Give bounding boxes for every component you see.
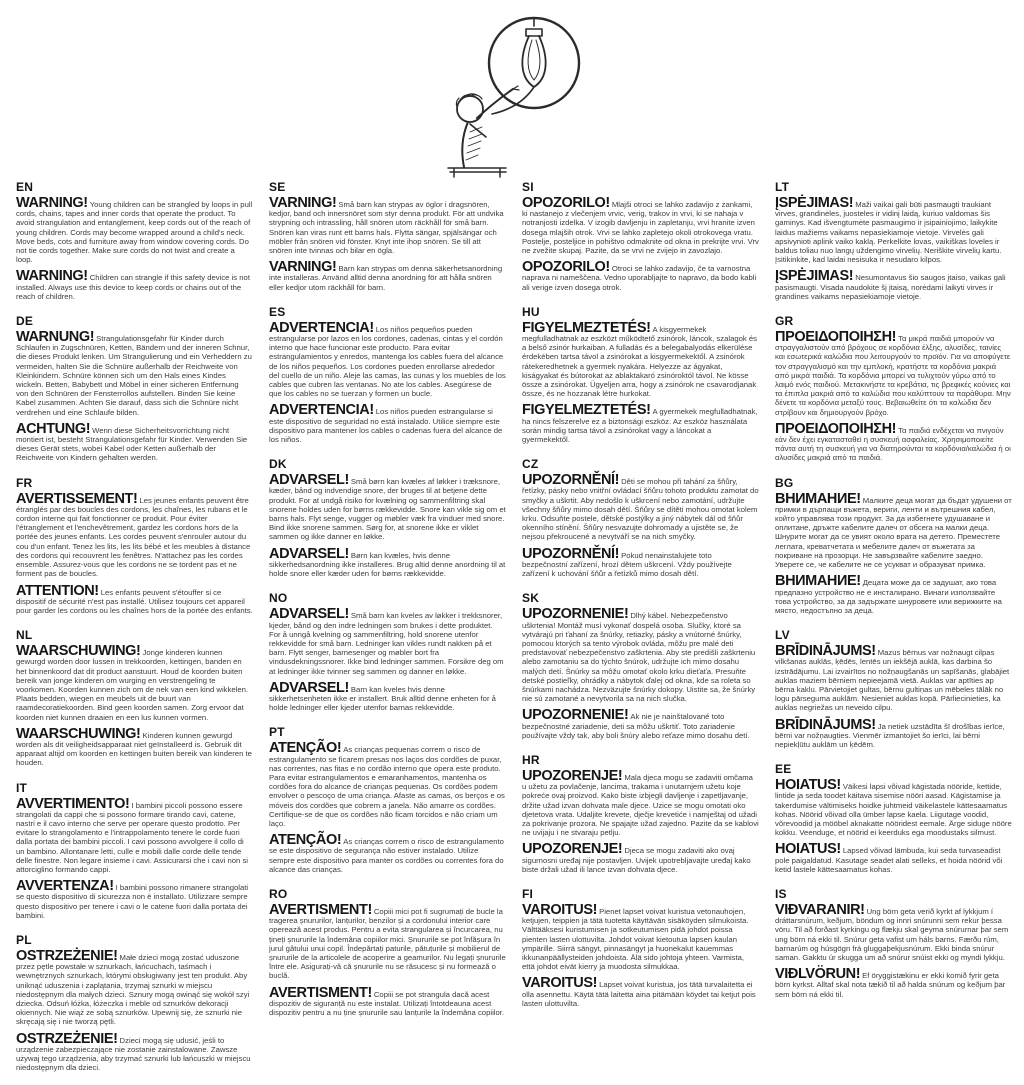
warning-title: AVVERTENZA! xyxy=(16,878,114,895)
warning-title: UPOZORNĚNÍ! xyxy=(522,545,620,562)
language-code: PT xyxy=(269,725,285,740)
warning-title: AVERTISMENT! xyxy=(269,984,372,1001)
warning-title: WARNUNG! xyxy=(16,329,95,346)
warning-body: Lapset voivat kuristua, jos tätä turvalaitetta ei olla asennettu. Käytä tätä laitetta aina pitämään köydet tai ketjut pois lasten ulottuvilta. xyxy=(522,980,756,1008)
language-section-si xyxy=(522,180,759,292)
warning-paragraph xyxy=(16,420,253,463)
warning-body: Otroci se lahko zadavijo, če ta varnostna naprava ni nameščena. Vedno uporabljajte to napravo, da bodo kabli ali verige izven dosega otrok. xyxy=(522,264,757,292)
warning-body: Djeca se mogu zadaviti ako ovaj sigurnosni uređaj nije postavljen. Uvijek upotrebljavajte uređaj kako biste držali užad ili lance izvan dohvata djece. xyxy=(522,846,751,874)
warning-body: Mala djeca mogu se zadaviti omčama u užetu za povlačenje, lancima, trakama i unutarnjem užetu koje pokreće ovaj proizvod. Kako biste izbjegli davljenje i zapetljavanje, držite užad izvan dohvata male djece. Uzice se mogu omotati oko djetetova vrata. Udaljite krevete, dječje krevetiće i namještaj od užadi za pokrivanje prozora. Ne spajajte užad zajedno. Pazite da se kablovi ne uvijaju i ne stvaraju petlju. xyxy=(522,772,759,838)
warning-body: Ja netiek uzstādīta šī drošības ierīce, bērni var nožņaugties. Vienmēr izmantojiet šo ierīci, lai bērni nepiekļūtu auklām un ķēdēm. xyxy=(775,721,1005,749)
warning-paragraph xyxy=(775,841,1012,874)
language-code: HR xyxy=(522,752,540,767)
language-section-is xyxy=(775,887,1012,999)
warning-paragraph xyxy=(269,740,506,828)
child-strangulation-hazard-illustration xyxy=(420,10,590,180)
warning-title: VAROITUS! xyxy=(522,975,598,992)
warning-title: UPOZORNENIE! xyxy=(522,707,629,724)
warning-title: ADVARSEL! xyxy=(269,679,349,696)
warning-paragraph xyxy=(522,901,759,972)
language-section-lv xyxy=(775,628,1012,749)
warning-paragraph xyxy=(269,832,506,874)
language-section-ro xyxy=(269,887,506,1017)
warning-paragraph xyxy=(775,195,1012,265)
warning-title: ADVARSEL! xyxy=(269,606,349,623)
warning-body: Ung börn geta verið kyrkt af lykkjum í dráttarsnúrum, keðjum, böndum og innri snúrunni sem rekur þessa vöru. Til að forðast kyrkingu og flækju skal geyma snúrurnar þar sem ung börn ná ekki til. Snúrur geta vafist um háls barns. Færðu rúm, barnarúm og húsgögn frá gluggaþekjusnúrum. Ekki binda snúrur saman. Gakktu úr skugga um að snúrur snúist ekki og myndi lykkju. xyxy=(775,906,1009,962)
warning-body: As crianças pequenas correm o risco de estrangulamento se ficarem presas nos laços dos cordões de puxar, nas correntes, nas fitas e no cordão interno que opera este produto. Para evitar estrangulamentos e emaranhamentos, mantenha os cordões fora do alcance de crianças pequenas. Os cordões podem envolver o pescoço de uma criança. Afaste as camas, os berços e os móveis dos cordões que cobrem a janela. Não amarre os cordões. Certifique-se de que os cordões não ficam torcidos e não criam um laço. xyxy=(269,745,505,828)
column-1 xyxy=(16,180,253,1085)
language-code: FR xyxy=(16,475,33,490)
cord-mount xyxy=(526,18,542,36)
warning-title: ATENÇÃO! xyxy=(269,832,342,849)
language-code: CZ xyxy=(522,457,539,472)
language-section-pl xyxy=(16,933,253,1072)
warning-paragraph xyxy=(775,966,1012,999)
warning-title: ATTENTION! xyxy=(16,582,99,599)
language-section-dk xyxy=(269,457,506,578)
warning-paragraph xyxy=(522,545,759,579)
warning-paragraph xyxy=(522,606,759,704)
warning-paragraph xyxy=(269,545,506,579)
warning-paragraph xyxy=(269,679,506,713)
warning-title: OPOZORILO! xyxy=(522,195,610,211)
warning-body: A kisgyermekek megfulladhatnak az eszközt működtető zsinórok, láncok, szalagok és a belső zsinór hurkaiban. A fulladás és a belegabalyodás elkerülése érdekében tartsa távol a zsinórokat a kisgyermekektől. A zsinórok rátekeredhetnek a gyermek nyakára. Helyezze az ágyakat, kiságyakat és bútorokat az ablaktakaró zsinóroktól távol. Ne kösse össze a zsinórokat. Ügyeljen arra, hogy a zsinórok ne csavarodjanak össze, és ne hozzanak létre hurkokat. xyxy=(522,324,758,399)
warning-paragraph xyxy=(269,319,506,399)
warning-paragraph xyxy=(775,490,1012,570)
language-code: EN xyxy=(16,180,34,194)
warning-paragraph xyxy=(16,195,253,265)
language-code: NO xyxy=(269,591,288,606)
language-code: NL xyxy=(16,628,33,643)
warning-body: Dlhý kábel. Nebezpečenstvo uškrtenia! Montáž musí vykonať dospelá osoba. Slučky, ktoré sa vytvárajú pri ťahaní za šnúrky, retiazky, pásky a vnútorné šnúrky, pomocou ktorých sa tento výrobok ovláda, môžu pre malé deti predstavovať nebezpečenstvo zaškrtenia. Aby ste predišli zaškrteniu alebo zamotaniu sa do týchto šnúrok, udržujte ich mimo dosahu malých detí. Šnúrky sa môžu omotať okolo krku dieťaťa. Presuňte detské postieľky, ohrádky a nábytok ďalej od okna, kde sa roleta so šnúrkami nachádza. Nezväzujte šnúrky dokopy. Uistite sa, že šnúrky nie sú zamotané a nevytvorila sa na nich slučka. xyxy=(522,611,756,704)
warning-paragraph xyxy=(775,643,1012,713)
warning-title: OPOZORILO! xyxy=(522,259,610,276)
warning-title: AVVERTIMENTO! xyxy=(16,795,130,812)
warning-body: Barn kan strypas om denna säkerhetsanordning inte installeras. Använd alltid denna anordning för att hålla snören eller kedjor utom räckhåll för barn. xyxy=(269,264,503,292)
warning-title: ĮSPĖJIMAS! xyxy=(775,195,854,211)
warning-paragraph xyxy=(16,1030,253,1073)
warning-paragraph xyxy=(16,329,253,417)
warning-body: Copiii se pot strangula dacă acest dispozitiv de siguranță nu este instalat. Utilizați întotdeauna acest dispozitiv pentru a nu ține șnururile sau lanțurile la îndemâna copiilor. xyxy=(269,989,505,1017)
language-code: DK xyxy=(269,457,287,472)
warning-paragraph xyxy=(16,490,253,579)
warning-title: WAARSCHUWING! xyxy=(16,643,141,660)
warning-body: Barn kan kveles hvis denne sikkerhetsenheten ikke er installert. Bruk alltid denne enheten for å holde ledninger eller kjeder utenfor barnas rekkevidde. xyxy=(269,684,496,713)
warning-paragraph xyxy=(522,767,759,838)
language-code: SI xyxy=(522,180,534,194)
warning-body: Copiii mici pot fi sugrumați de bucle la tragerea șnururilor, lanțurilor, benzilor și a cordonului interior care operează acest produs. Pentru a evita strangularea și încurcarea, nu țineți șnururile la îndemâna copiilor mici. Șnururile se pot înfășura în jurul gâtului unui copil. Îndepărtați paturile, pătuțurile și mobilierul de șnururile de la articolele de acoperire a geamurilor. Nu legați șnururile între ele. Asigurați-vă că șnururile nu se răsucesc și nu formează o buclă. xyxy=(269,906,506,981)
warning-body: Děti se mohou při tahání za šňůry, řetízky, pásky nebo vnitřní ovládací šňůru tohoto produktu zamotat do smyčky a uškrtit. Aby nedošlo k uškrcení nebo zamotání, udržujte všechny šňůry mimo dosah dětí. Šňůry se dítěti mohou omotat kolem krku. Odsuňte postele, dětské postýlky a jiný nábytek dál od šňůr okenního stínění. Šňůry nesvazujte dohromady a ujistěte se, že nejsou překroucené a nevytváří se na nich smyčky. xyxy=(522,477,759,542)
warning-body: Jonge kinderen kunnen gewurgd worden door lussen in trekkoorden, kettingen, banden en het binnenkoord dat dit product aanstuurt. Houd de koorden buiten bereik van jonge kinderen om wurging en verstrengeling te voorkomen. Koorden kunnen zich om de nek van een kind wikkelen. Plaats bedden, wiegen en meubels uit de buurt van raamdecoratiekoorden. Bind geen koorden samen. Zorg ervoor dat koorden niet kunnen draaien en een lus kunnen vormen. xyxy=(16,648,249,722)
language-section-bg xyxy=(775,476,1012,615)
warning-body: I bambini piccoli possono essere strangolati da cappi che si possono formare tirando cavi, catene, nastri e il cavo interno che serve per operare questo prodotto. Per evitare lo strangolamento e l'intrappolamento tenere le corde fuori dalla portata dei bambini piccoli. I cavi possono avvolgere il collo di un bambino. Allontanare letti, culle e mobili dalle corde delle tende delle finestre. Non legare insieme i cavi. Assicurarsi che i cavi non si attorciglino formando cappi. xyxy=(16,800,249,874)
warning-title: ВНИМАНИЕ! xyxy=(775,573,861,590)
language-section-pt xyxy=(269,725,506,874)
stool xyxy=(448,168,506,177)
warning-body: Strangulationsgefahr für Kinder durch Schlaufen in Zugschnüren, Ketten, Bändern und der inneren Schnur, die dieses Produkt lenken. Um Strangulierung und ein Verheddern zu vermeiden, halten Sie die Schnüre außerhalb der Reichweite von Kleinkindern. Schnüre können sich um den Hals eines Kindes wickeln. Betten, Babybett und Möbel in einer sicheren Entfernung von den Schnüren der Fensterrollos aufstellen. Binden Sie keine Kabel zusammen. Achten Sie darauf, dass sich die Schnüre nicht verdrehen und eine Schlaufe bilden. xyxy=(16,334,252,417)
language-section-cz xyxy=(522,457,759,578)
warning-paragraph xyxy=(522,195,759,256)
warning-paragraph xyxy=(269,259,506,292)
warning-body: As crianças correm o risco de estrangulamento se este dispositivo de segurança não estiver instalado. Utilize sempre este dispositivo para manter os cordões ou correntes fora do alcance das crianças. xyxy=(269,837,504,874)
language-code: IS xyxy=(775,886,787,901)
language-section-fr xyxy=(16,476,253,615)
warning-paragraph xyxy=(775,777,1012,838)
language-section-en xyxy=(16,180,253,301)
warning-paragraph xyxy=(522,472,759,542)
warning-paragraph xyxy=(775,420,1012,463)
warning-title: AVERTISMENT! xyxy=(269,901,372,918)
warning-body: Kinderen kunnen gewurgd worden als dit veiligheidsapparaat niet geïnstalleerd is. Gebruik dit apparaat altijd om koorden en kettingen buiten bereik van kinderen te houden. xyxy=(16,730,252,768)
warning-body: Τα μικρά παιδιά μπορούν να στραγγαλιστούν από βρόχους σε κορδόνια έλξης, αλυσίδες, ταινίες και εσωτερικά καλώδια που λειτουργούν το προϊόν. Για να αποφύγετε τον στραγγαλισμό και την εμπλοκή, κρατήστε τα κορδόνια μακριά από μικρά παιδιά. Τα κορδόνια μπορεί να τυλιχτούν γύρω από το λαιμό ενός παιδιού. Μετακινήστε τα κρεβάτια, τις βρεφικές κούνιες και τα έπιπλα μακριά από τα καλώδια που καλύπτουν τα παράθυρα. Μην δένετε τα κορδόνια μεταξύ τους. Βεβαιωθείτε ότι τα καλώδια δεν στρίβουν και δημιουργούν βρόχο. xyxy=(775,334,1011,417)
warning-body: Małe dzieci mogą zostać uduszone przez pętle powstałe w sznurkach, łańcuchach, taśmach i wewnętrznych sznurkach, którymi obsługiwany jest ten produkt. Aby uniknąć uduszenia i zaplątania, trzymaj sznurki w miejscu niedostępnym dla małych dzieci. Sznury mogą owinąć się wokół szyi dziecka. Odsuń łóżka, łóżeczka i meble od sznurków dekoracji okiennych. Nie wiąż ze sobą sznurków. Upewnij się, że sznurki nie skręcają się i nie tworzą pętli. xyxy=(16,952,250,1027)
warning-paragraph xyxy=(775,901,1012,962)
warning-title: ADVERTENCIA! xyxy=(269,402,374,419)
warning-paragraph xyxy=(522,402,759,445)
warning-paragraph xyxy=(775,268,1012,301)
warning-title: VAROITUS! xyxy=(522,901,598,918)
warning-body: Väikesi lapsi võivad kägistada nööride, kettide, lintide ja seda toodet käitava sisemise nööri aasad. Kägistamise ja takerdumise vältimiseks hoidke juhtmeid väikelastele kättesaamatus kohas. Nöörid võivad olla ümber lapse kaela. Liigutage voodid, võrevoodid ja mööbel aknakatte nööridest eemale. Ärge siduge nööre kokku. Veenduge, et nöörid ei keerduks ega moodustaks silmust. xyxy=(775,782,1012,838)
column-2 xyxy=(269,180,506,1085)
language-section-fi xyxy=(522,887,759,1008)
warning-paragraph xyxy=(522,975,759,1008)
warning-body: Children can strangle if this safety device is not installed. Always use this device to keep cords or chains out of the reach of children. xyxy=(16,273,250,301)
language-code: FI xyxy=(522,886,534,901)
warning-body: Mazus bērnus var nožnaugt cilpas vilkšanas auklās, ķēdēs, lentēs un iekšējā auklā, kas darbina šo izstrādājumu. Lai izvairītos no nožņaugšanās un sapīšanās, glabājiet auklas maziem bērniem nepieejamā vietā. Auklas var aptīties ap bērna kaklu. Pārvietojiet gultas, bērnu gultiņas un mēbeles tālāk no logu pārseguma auklām. Nesieniet auklas kopā. Pārliecinieties, ka auklas negriežas un neveido cilpu. xyxy=(775,648,1010,713)
warning-paragraph xyxy=(16,947,253,1027)
warning-body: Малките деца могат да бъдат удушени от примки в дърпащи въжета, вериги, ленти и вътрешния кабел, който управлява този продукт. За да избегнете удушаване и оплитане, дръжте кабелите далеч от обсега на малки деца. Шнурите могат да се увият около врата на детето. Преместете леглата, креватчетата и мебелите далеч от въжетата за покриване на прозорци. Не завързвайте кабелите заедно. Уверете се, че кабелите не се усукват и образуват примка. xyxy=(775,495,1012,570)
language-code: BG xyxy=(775,475,794,490)
warning-paragraph xyxy=(775,716,1012,750)
warning-title: AVERTISSEMENT! xyxy=(16,490,138,507)
warning-body: Pokud nenainstalujete toto bezpečnostní zařízení, hrozí dětem uškrcení. Vždy používejte zařízení k uchování šňůr a řetízků mimo dosah dětí. xyxy=(522,550,732,579)
warning-title: VARNING! xyxy=(269,259,337,276)
warning-body: Los niños pueden estrangularse si este dispositivo de seguridad no está instalado. Utilice siempre este dispositivo para mantener los cables o cadenas fuera del alcance de los niños. xyxy=(269,407,503,445)
child-hand xyxy=(513,86,519,90)
warning-paragraph xyxy=(16,582,253,616)
warning-body: Les jeunes enfants peuvent être étranglés par des boucles des cordons, les chaînes, les rubans et le cordon interne qui fait fonctionner ce produit. Pour éviter l'étranglement et l'enchevêtrement, gardez les cordons hors de la portée des jeunes enfants. Les cordes peuvent s'enrouler autour du cou d'un enfant. Tenez les lits, les lits bébé et les meubles à distance des cordons qui recouvrent les fenêtres. N'attachez pas les cordes ensemble. Assurez-vous que les cordons ne se tordent pas et ne forment pas de boucles. xyxy=(16,495,251,579)
warning-title: FIGYELMEZTETÉS! xyxy=(522,402,651,419)
warning-title: VIÐVARANIR! xyxy=(775,901,865,918)
warning-body: Los niños pequeños pueden estrangularse por lazos en los cordones, cadenas, cintas y el cordón interno que hace funcionar este producto. Para evitar estrangulamientos y enredos, mantenga los cables fuera del alcance de los niños pequeños. Los cordones pueden enrollarse alrededor del cuello de un niño. Aleje las camas, las cunas y los muebles de los cables que cubren las ventanas. No ate los cables. Asegúrese de que los cables no se tuerzan y formen un bucle. xyxy=(269,324,506,399)
column-4 xyxy=(775,180,1012,1085)
language-code: IT xyxy=(16,780,28,795)
warning-title: UPOZORENJE! xyxy=(522,767,623,784)
warning-body: Ak nie je nainštalované toto bezpečnostné zariadenie, deti sa môžu uškrtiť. Toto zariadenie používajte vždy tak, aby boli šnúry alebo reťaze mimo dosahu detí. xyxy=(522,712,750,740)
warning-title: WARNING! xyxy=(16,195,88,211)
warning-title: UPOZORNENIE! xyxy=(522,606,629,623)
warning-paragraph xyxy=(269,402,506,445)
warning-body: Young children can be strangled by loops in pull cords, chains, tapes and inner cords that operate the product. To avoid strangulation and entanglement, keep cords out of the reach of young children. Cords may become wrapped around a child's neck. Move beds, cots and furniture away from window covering cords. Do not tie cords together. Make sure cords do not twist and create a loop. xyxy=(16,200,253,265)
warning-title: OSTRZEŻENIE! xyxy=(16,947,118,964)
warning-title: VARNING! xyxy=(269,195,337,211)
warning-paragraph xyxy=(775,329,1012,417)
warning-paragraph xyxy=(269,606,506,676)
warning-title: ĮSPĖJIMAS! xyxy=(775,268,854,285)
warning-body: Ef öryggistækinu er ekki komið fyrir geta börn kyrkst. Alltaf skal nota tækið til að halda snúrum og keðjum þar sem börn ná ekki til. xyxy=(775,971,1006,999)
language-section-gr xyxy=(775,314,1012,463)
warning-title: HOIATUS! xyxy=(775,777,841,794)
warning-title: ΠΡΟΕΙΔΟΠΟΙΗΣΗ! xyxy=(775,329,897,346)
warning-title: UPOZORNĚNÍ! xyxy=(522,472,620,489)
warning-columns xyxy=(16,180,1012,1085)
warning-paragraph xyxy=(775,573,1012,615)
warning-body: Децата може да се задушат, ако това предпазно устройство не е инсталирано. Винаги използвайте това устройство, за да задържате шнуровете или верижките на място, недостъпно за деца. xyxy=(775,578,1002,615)
warning-body: Små barn kan strypas av öglor i dragsnören, kedjor, band och innersnöret som styr denna produkt. För att undvika strypning och intrassling, håll snören utom räckhåll för små barn. Snören kan viras runt ett barns hals. Flytta sängar, spjälsängar och möbler från snören vid fönster. Knyt inte ihop snören. Se till att snören inte tvinnas och bilar en ögla. xyxy=(269,200,504,256)
language-section-nl xyxy=(16,628,253,767)
child-arm-low xyxy=(470,124,486,137)
cord-loop-circle xyxy=(489,18,579,108)
language-section-hu xyxy=(522,305,759,444)
warning-body: I bambini possono rimanere strangolati se questo dispositivo di sicurezza non è installato. Utilizzare sempre questo dispositivo per tenere i cavi o le catene fuori dalla portata dei bambini. xyxy=(16,883,249,920)
warning-title: ATENÇÃO! xyxy=(269,740,342,757)
warning-title: ΠΡΟΕΙΔΟΠΟΙΗΣΗ! xyxy=(775,420,897,437)
warning-body: A gyermekek megfulladhatnak, ha nincs felszerelve ez a biztonsági eszköz. Az eszköz használata során mindig tartsa távol a zsinórokat vagy a láncokat a gyermekektől. xyxy=(522,407,758,445)
warning-paragraph xyxy=(269,472,506,542)
warning-body: Dzieci mogą się udusić, jeśli to urządzenie zabezpieczające nie zostanie zainstalowane. Zawsze używaj tego urządzenia, aby trzymać sznurki lub łańcuszki w miejscu niedostępnym dla dzieci. xyxy=(16,1035,251,1073)
language-code: PL xyxy=(16,932,32,947)
language-section-sk xyxy=(522,591,759,740)
language-section-it xyxy=(16,781,253,920)
warning-title: ADVARSEL! xyxy=(269,472,349,489)
warning-paragraph xyxy=(269,984,506,1018)
column-3 xyxy=(522,180,759,1085)
warning-paragraph xyxy=(522,259,759,292)
warning-body: Små barn kan kveles av løkker i trekksnorer, kjeder, bånd og den indre ledningen som brukes i dette produktet. For å unngå kvelning og sammenfiltring, hold snorene utenfor rekkevidde for små barn. Ledninger kan vikles rundt nakken på et barn. Flytt senger, barnesenger og møbler bort fra vindusdekningssnorer. Ikke bind ledninger sammen. Forsikre deg om at ledninger ikke tvinner seg sammen og danner en løkke. xyxy=(269,611,504,676)
warning-title: VIÐLVÖRUN! xyxy=(775,966,861,983)
language-code: RO xyxy=(269,886,288,901)
language-section-lt xyxy=(775,180,1012,301)
warning-paragraph xyxy=(16,878,253,920)
language-section-hr xyxy=(522,753,759,874)
language-section-ee xyxy=(775,762,1012,874)
warning-body: Mlajši otroci se lahko zadavijo z zankami, ki nastanejo z vlečenjem vrvic, verig, trakov in vrvi, ki se nahaja v notranjosti izdelka. V izogib davljenju in zapletanju, vrvi hranite izven dosega mlajših otrok. Vrvi se lahko zapletejo okoli otrokovega vratu. Postelje, posteljice in pohištvo odmaknite od okna in prekrijte vrvi. Vrv ne zvežite skupaj. Pazite, da se vrvi ne zvijejo in zavozlajo. xyxy=(522,200,759,256)
language-code: LV xyxy=(775,628,790,643)
warning-title: FIGYELMEZTETÉS! xyxy=(522,319,651,336)
language-code: EE xyxy=(775,762,792,777)
warning-body: Pienet lapset voivat kuristua vetonauhojen, ketjujen, teippien ja tätä tuotetta käyttävän sisäköyden silmukoista. Välttääksesi kuristumisen ja sotkeutumisen pidä johdot poissa pienten lasten ulottuvilta. Johdot voivat kietoutua lapsen kaulan ympärille. Siirrä sängyt, pinnasängyt ja huonekalut kauemmas ikkunanpäällysteiden johdoista. Älä sido johtoja yhteen. Varmista, että johdot eivät kierry ja muodosta silmukkaa. xyxy=(522,906,749,972)
warning-body: Børn kan kvæles, hvis denne sikkerhedsanordning ikke installeres. Brug altid denne anordning til at holde snore eller kæder uden for børns rækkevidde. xyxy=(269,550,506,579)
warning-title: ADVERTENCIA! xyxy=(269,319,374,336)
warning-title: ВНИМАНИЕ! xyxy=(775,490,861,507)
language-code: GR xyxy=(775,314,794,329)
language-section-de xyxy=(16,314,253,463)
warning-title: UPOZORENJE! xyxy=(522,841,623,858)
language-code: LT xyxy=(775,180,790,194)
warning-title: BRĪDINĀJUMS! xyxy=(775,716,876,733)
warning-title: BRĪDINĀJUMS! xyxy=(775,643,876,660)
warning-title: WARNING! xyxy=(16,268,88,285)
language-code: HU xyxy=(522,304,540,319)
cord-loop-inner xyxy=(528,40,540,80)
warning-body: Lapsed võivad lämbuda, kui seda turvaseadist pole paigaldatud. Kasutage seadet alati selleks, et hoida nöörid või ketid lastele kättesaamatus kohas. xyxy=(775,846,1003,874)
warning-body: Les enfants peuvent s'étouffer si ce dispositif de sécurité n'est pas installé. Utilisez toujours cet appareil pour garder les cordons ou les chaînes hors de la portée des enfants. xyxy=(16,587,253,615)
warning-paragraph xyxy=(269,901,506,981)
warning-title: HOIATUS! xyxy=(775,841,841,858)
warning-body: Små børn kan kvæles af løkker i træksnore, kæder, bånd og indvendige snore, der bruges til at betjene dette produkt. For at undgå risiko for kvælning og sammenfiltring skal snorene holdes uden for børns rækkevidde. Snore kan vikle sig om et barns hals. Flyt senge, vugger og møbler væk fra vinduer med snore. Bind ikke snorene sammen. Sørg for, at snorene ikke er viklet sammen og ikke danner en løkke. xyxy=(269,477,506,542)
warning-title: WAARSCHUWING! xyxy=(16,725,141,742)
warning-paragraph xyxy=(522,841,759,874)
warning-title: ACHTUNG! xyxy=(16,420,91,437)
language-code: ES xyxy=(269,304,286,319)
child-body xyxy=(462,122,468,167)
warning-body: Wenn diese Sicherheitsvorrichtung nicht montiert ist, besteht Strangulationsgefahr für Kinder. Verwenden Sie dieses Gerät stets, wobei Kabel oder Ketten außerhalb der Reichweite von Kindern gehalten werden. xyxy=(16,425,248,463)
warning-body: Maži vaikai gali būti pasmaugti traukiant virves, grandinėles, juosteles ir vidinį laidą, kuriuo valdomas šis gaminys. Kad išvengtumėte pasmaugimo ir įsipainiojimo, laikykite laidus mažiems vaikams nepasiekiamoje vietoje. Virvelės gali apsivynioti aplink vaiko kaklą. Perkelkite lovas, vaikiškas loveles ir baldus toliau nuo langų uždengimo virvelių. Neriškite virvelių kartu. Įsitikinkite, kad laidai nesisuka ir nesudaro kilpos. xyxy=(775,200,1002,265)
language-section-se xyxy=(269,180,506,292)
warning-paragraph xyxy=(16,725,253,768)
warning-title: ADVARSEL! xyxy=(269,545,349,562)
language-code: DE xyxy=(16,314,34,329)
warning-paragraph xyxy=(269,195,506,256)
language-code: SE xyxy=(269,180,286,194)
language-section-es xyxy=(269,305,506,444)
warning-paragraph xyxy=(522,707,759,740)
language-section-no xyxy=(269,591,506,712)
warning-paragraph xyxy=(522,319,759,399)
warning-body: Τα παιδιά ενδέχεται να πνιγούν εάν δεν έχει εγκατασταθεί η συσκευή ασφαλείας. Χρησιμοποιείτε πάντα αυτή τη συσκευή για να διατηρούνται τα κορδόνια/καλώδια ή οι αλυσίδες μακριά από τα παιδιά. xyxy=(775,425,1011,463)
language-code: SK xyxy=(522,591,540,606)
warning-paragraph xyxy=(16,268,253,301)
warning-title: OSTRZEŻENIE! xyxy=(16,1030,118,1047)
warning-body: Nesumontavus šio saugos įtaiso, vaikas gali pasismaugti. Visada naudokite šį įtaisą, norėdami laikyti virves ir grandines vaikams nepasiekiamoje vietoje. xyxy=(775,273,1006,301)
warning-paragraph xyxy=(16,795,253,875)
warning-paragraph xyxy=(16,643,253,722)
